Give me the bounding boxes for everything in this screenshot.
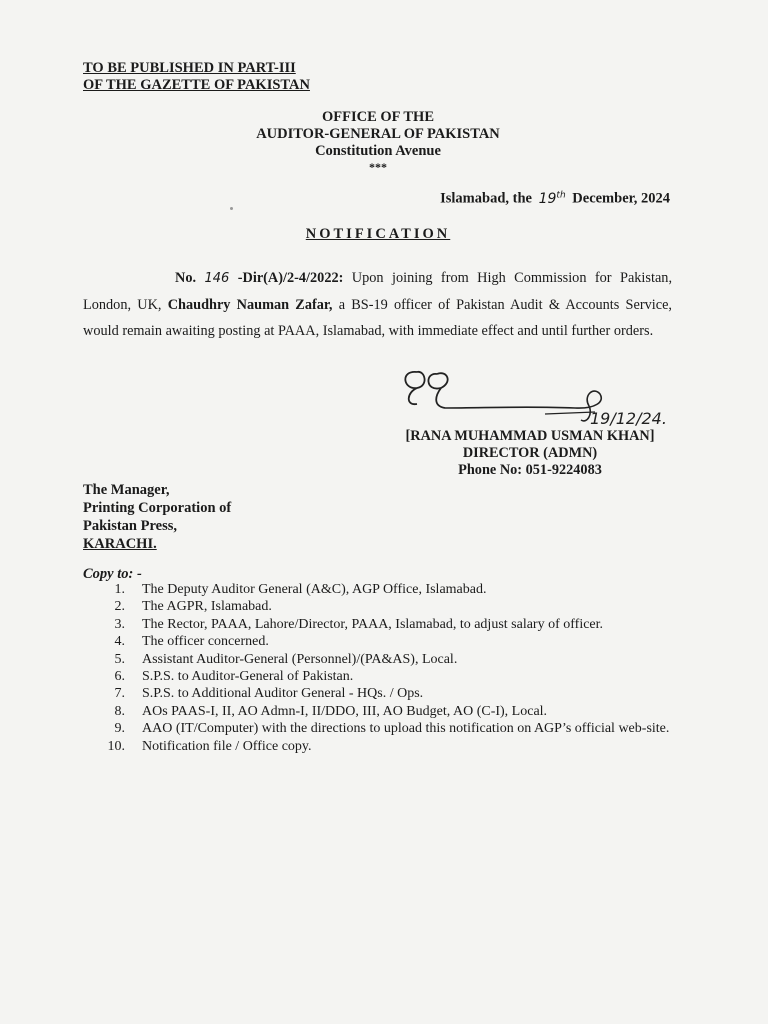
officer-name: Chaudhry Nauman Zafar, xyxy=(167,297,333,313)
list-item: 6. S.P.S. to Auditor-General of Pakistan. xyxy=(114,669,354,685)
office-line-1: OFFICE OF THE xyxy=(322,109,434,125)
gazette-line-1: TO BE PUBLISHED IN PART-III xyxy=(83,60,296,76)
list-item: 8. AOs PAAS-I, II, AO Admn-I, II/DDO, III, AO Budget, AO (C-I), Local. xyxy=(114,703,548,719)
signatory-name: [RANA MUHAMMAD USMAN KHAN] xyxy=(405,428,655,444)
notification-body xyxy=(83,265,672,344)
notification-reference: -Dir(A)/2-4/2022: xyxy=(237,270,344,286)
addressee-city: KARACHI. xyxy=(83,536,157,552)
addressee-line-2: Printing Corporation of xyxy=(83,500,232,516)
office-line-2: AUDITOR-GENERAL OF PAKISTAN xyxy=(256,126,500,142)
notification-no-handwritten: 146 xyxy=(204,271,230,286)
list-item: 9. AAO (IT/Computer) with the directions to upload this notification on AGP’s official web-site. xyxy=(114,721,670,737)
addressee-block xyxy=(83,481,231,553)
list-item: 2. The AGPR, Islamabad. xyxy=(114,599,272,615)
notification-title: NOTIFICATION xyxy=(305,226,451,242)
addressee-line-1: The Manager, xyxy=(83,482,170,498)
scan-speck xyxy=(230,207,233,210)
separator-stars: *** xyxy=(369,160,387,174)
gazette-line-2: OF THE GAZETTE OF PAKISTAN xyxy=(83,77,310,93)
gazette-heading xyxy=(83,60,310,94)
office-heading xyxy=(0,109,756,160)
dateline xyxy=(440,190,670,208)
notification-no-prefix: No. xyxy=(175,270,197,286)
list-item: 4. The officer concerned. xyxy=(114,634,269,650)
notification-text-2: a BS-19 officer of Pakistan Audit & Accounts Service, would remain awaiting posting at PAAA, Islamabad, with immediate effect and until further orders. xyxy=(83,297,672,339)
signatory-designation: DIRECTOR (ADMN) xyxy=(462,445,598,461)
copy-to-label: Copy to: - xyxy=(83,566,142,582)
signature-image xyxy=(395,362,695,432)
signatory-block xyxy=(380,428,680,479)
list-item: 5. Assistant Auditor-General (Personnel)/(PA&AS), Local. xyxy=(114,651,458,667)
notification-text-1: Upon joining from High Commission for Pakistan, London, UK, xyxy=(83,270,673,313)
signatory-phone: Phone No: 051-9224083 xyxy=(458,462,602,478)
list-item: 10. Notification file / Office copy. xyxy=(107,738,312,754)
office-line-3: Constitution Avenue xyxy=(315,143,441,159)
list-item: 3. The Rector, PAAA, Lahore/Director, PAAA, Islamabad, to adjust salary of officer. xyxy=(114,616,604,632)
list-item: 7. S.P.S. to Additional Auditor General - HQs. / Ops. xyxy=(114,686,424,702)
list-item: 1. The Deputy Auditor General (A&C), AGP Office, Islamabad. xyxy=(114,582,487,597)
copy-to-list xyxy=(83,581,683,755)
dateline-prefix: Islamabad, the xyxy=(440,190,532,207)
addressee-line-3: Pakistan Press, xyxy=(83,518,177,534)
dateline-day: 19th xyxy=(538,190,566,207)
dateline-suffix: December, 2024 xyxy=(572,190,670,207)
signature-date: 19/12/24. xyxy=(590,409,667,428)
